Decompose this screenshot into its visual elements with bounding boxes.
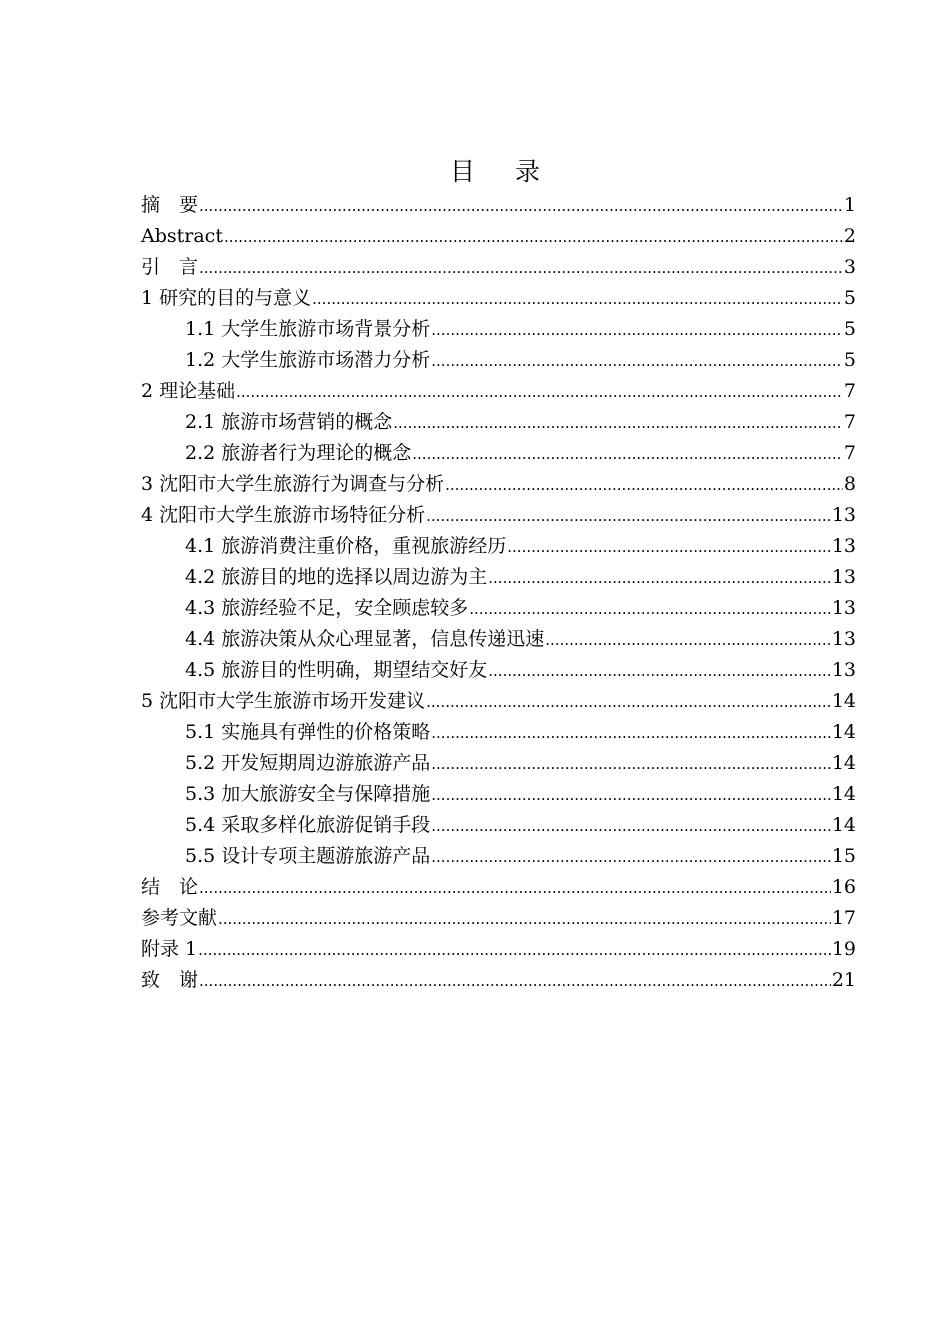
toc-entry-page: 7 — [843, 380, 856, 402]
toc-entry-page: 5 — [843, 349, 856, 371]
toc-leader-dots — [431, 749, 831, 779]
toc-entry-page: 14 — [831, 721, 856, 743]
toc-entry-label: 摘 要 — [141, 194, 199, 216]
toc-leader-dots — [393, 408, 843, 438]
toc-leader-dots — [312, 284, 843, 314]
toc-entry-label: 5.4 采取多样化旅游促销手段 — [185, 814, 431, 836]
toc-entry-section-2-1[interactable] — [141, 407, 856, 438]
toc-leader-dots — [469, 594, 831, 624]
toc-entry-page: 7 — [843, 442, 856, 464]
toc-entry-references[interactable] — [141, 903, 856, 934]
toc-entry-abstract-en[interactable] — [141, 221, 856, 252]
toc-entry-label: 5.2 开发短期周边游旅游产品 — [185, 752, 431, 774]
toc-leader-dots — [431, 346, 843, 376]
toc-entry-page: 3 — [843, 256, 856, 278]
toc-leader-dots — [488, 563, 831, 593]
toc-entry-label: 4.4 旅游决策从众心理显著，信息传递迅速 — [185, 628, 545, 650]
toc-title-char-1: 目 — [449, 157, 475, 186]
toc-leader-dots — [218, 904, 831, 934]
toc-leader-dots — [412, 439, 843, 469]
toc-entry-chapter-3[interactable] — [141, 469, 856, 500]
toc-entry-page: 13 — [831, 659, 856, 681]
toc-leader-dots — [426, 501, 831, 531]
toc-entry-label: 2.1 旅游市场营销的概念 — [185, 411, 393, 433]
toc-entry-chapter-2[interactable] — [141, 376, 856, 407]
toc-leader-dots — [199, 873, 831, 903]
toc-leader-dots — [431, 718, 831, 748]
toc-entry-label: 4.3 旅游经验不足，安全顾虑较多 — [185, 597, 469, 619]
toc-entry-label: 5 沈阳市大学生旅游市场开发建议 — [141, 690, 426, 712]
toc-entry-page: 13 — [831, 597, 856, 619]
toc-entry-chapter-4[interactable] — [141, 500, 856, 531]
toc-title-char-2: 录 — [515, 157, 541, 186]
toc-entry-section-4-5[interactable] — [141, 655, 856, 686]
toc-entry-label: 2 理论基础 — [141, 380, 236, 402]
toc-title — [0, 154, 950, 190]
toc-entry-section-1-1[interactable] — [141, 314, 856, 345]
toc-entry-label: 参考文献 — [141, 907, 218, 929]
toc-entry-page: 17 — [831, 907, 856, 929]
toc-entry-label: 1.2 大学生旅游市场潜力分析 — [185, 349, 431, 371]
toc-entry-page: 14 — [831, 783, 856, 805]
toc-entry-label: 5.5 设计专项主题游旅游产品 — [185, 845, 431, 867]
toc-entry-appendix-1[interactable] — [141, 934, 856, 965]
toc-entry-section-4-3[interactable] — [141, 593, 856, 624]
toc-entry-introduction[interactable] — [141, 252, 856, 283]
toc-entry-page: 13 — [831, 535, 856, 557]
toc-entry-label: 5.1 实施具有弹性的价格策略 — [185, 721, 431, 743]
toc-entry-label: 结 论 — [141, 876, 199, 898]
toc-entry-label: 4 沈阳市大学生旅游市场特征分析 — [141, 504, 426, 526]
toc-entry-page: 16 — [831, 876, 856, 898]
toc-entry-acknowledgements[interactable] — [141, 965, 856, 996]
toc-entry-label: 4.5 旅游目的性明确，期望结交好友 — [185, 659, 488, 681]
toc-entry-section-5-5[interactable] — [141, 841, 856, 872]
toc-entry-page: 13 — [831, 628, 856, 650]
toc-leader-dots — [431, 811, 831, 841]
toc-entry-label: 2.2 旅游者行为理论的概念 — [185, 442, 412, 464]
toc-entry-label: 致 谢 — [141, 969, 199, 991]
toc-entry-section-1-2[interactable] — [141, 345, 856, 376]
toc-entry-page: 5 — [843, 318, 856, 340]
toc-leader-dots — [199, 966, 831, 996]
toc-leader-dots — [426, 687, 831, 717]
toc-entry-label: 附录 1 — [141, 938, 198, 960]
toc-entry-page: 14 — [831, 814, 856, 836]
toc-entry-label: 3 沈阳市大学生旅游行为调查与分析 — [141, 473, 445, 495]
toc-entry-abstract-cn[interactable] — [141, 190, 856, 221]
toc-entry-section-5-1[interactable] — [141, 717, 856, 748]
toc-entry-page: 21 — [831, 969, 856, 991]
toc-leader-dots — [488, 656, 831, 686]
toc-leader-dots — [507, 532, 831, 562]
toc-leader-dots — [224, 222, 843, 252]
toc-entry-conclusion[interactable] — [141, 872, 856, 903]
toc-leader-dots — [431, 842, 831, 872]
toc-entry-section-5-4[interactable] — [141, 810, 856, 841]
toc-entry-page: 14 — [831, 752, 856, 774]
toc-entry-chapter-1[interactable] — [141, 283, 856, 314]
toc-entry-label: 1 研究的目的与意义 — [141, 287, 312, 309]
toc-entry-label: 5.3 加大旅游安全与保障措施 — [185, 783, 431, 805]
toc-entry-page: 14 — [831, 690, 856, 712]
toc-entry-page: 13 — [831, 504, 856, 526]
toc-entry-section-5-2[interactable] — [141, 748, 856, 779]
toc-leader-dots — [199, 191, 843, 221]
toc-entry-page: 19 — [831, 938, 856, 960]
toc-entry-page: 1 — [843, 194, 856, 216]
toc-leader-dots — [431, 780, 831, 810]
toc-list — [141, 190, 856, 996]
toc-entry-label: 4.2 旅游目的地的选择以周边游为主 — [185, 566, 488, 588]
toc-entry-section-2-2[interactable] — [141, 438, 856, 469]
toc-entry-page: 7 — [843, 411, 856, 433]
toc-leader-dots — [236, 377, 843, 407]
toc-entry-section-5-3[interactable] — [141, 779, 856, 810]
toc-leader-dots — [199, 253, 843, 283]
toc-entry-label: 4.1 旅游消费注重价格，重视旅游经历 — [185, 535, 507, 557]
toc-entry-page: 13 — [831, 566, 856, 588]
toc-leader-dots — [445, 470, 843, 500]
toc-leader-dots — [545, 625, 831, 655]
toc-entry-section-4-4[interactable] — [141, 624, 856, 655]
toc-leader-dots — [431, 315, 843, 345]
toc-entry-label: Abstract — [141, 225, 223, 247]
toc-entry-page: 5 — [843, 287, 856, 309]
toc-entry-section-4-2[interactable] — [141, 562, 856, 593]
toc-entry-chapter-5[interactable] — [141, 686, 856, 717]
toc-entry-label: 引 言 — [141, 256, 199, 278]
toc-entry-page: 15 — [831, 845, 856, 867]
toc-entry-page: 8 — [843, 473, 856, 495]
toc-entry-section-4-1[interactable] — [141, 531, 856, 562]
toc-leader-dots — [198, 935, 831, 965]
toc-entry-label: 1.1 大学生旅游市场背景分析 — [185, 318, 431, 340]
toc-entry-page: 2 — [843, 225, 856, 247]
